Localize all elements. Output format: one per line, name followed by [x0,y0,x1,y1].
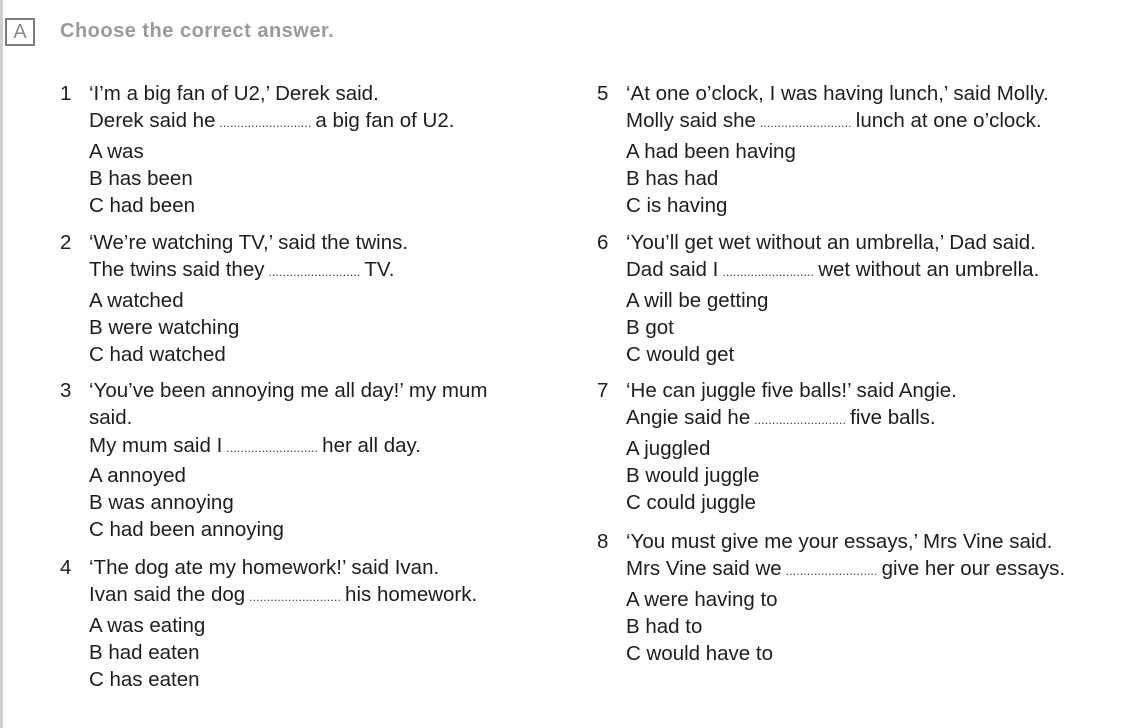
option-b[interactable]: B would juggle [626,463,760,487]
question-quote: ‘The dog ate my homework!’ said Ivan. [89,556,440,579]
question-number: 8 [597,530,609,553]
prompt-before: Dad said I [626,258,719,282]
prompt-before: Angie said he [626,406,751,430]
question-prompt [89,256,530,286]
option-b[interactable]: B has had [626,166,719,190]
question-prompt [626,404,1117,434]
prompt-before: Molly said she [626,109,756,133]
question-prompt [89,432,519,462]
section-header [5,14,334,48]
option-b[interactable]: B were watching [89,315,240,339]
option-b[interactable]: B was annoying [89,491,234,515]
instruction-text: Choose the correct answer. [60,19,335,42]
question-quote: ‘You’ve been annoying me all day!’ my mum said. [89,379,488,430]
answer-blank: .......................... [759,116,852,131]
option-c[interactable]: C could juggle [626,491,756,515]
prompt-before: My mum said I [89,433,223,457]
option-c[interactable]: C is having [626,194,728,218]
option-c[interactable]: C had been annoying [89,518,284,542]
question-quote: ‘At one o’clock, I was having lunch,’ said Molly. [626,82,1049,105]
question-prompt [626,256,1117,286]
question-prompt [626,107,1117,137]
prompt-before: Mrs Vine said we [626,557,782,581]
question-2 [60,229,530,368]
option-b[interactable]: B got [626,315,674,339]
prompt-before: The twins said they [89,258,265,282]
option-a[interactable]: A will be getting [626,288,769,312]
option-c[interactable]: C has eaten [89,668,200,692]
answer-blank: .......................... [722,265,815,280]
question-prompt [89,107,530,137]
prompt-after: wet without an umbrella. [818,258,1040,282]
question-5 [597,80,1117,219]
question-number: 1 [60,82,72,105]
question-number: 3 [60,379,72,402]
option-a[interactable]: A was eating [89,613,206,637]
answer-blank: .......................... [754,413,847,428]
answer-blank: .......................... [785,564,878,579]
question-quote: ‘You must give me your essays,’ Mrs Vine said. [626,530,1053,553]
question-4 [60,554,550,693]
question-prompt [626,555,1091,585]
option-c[interactable]: C had been [89,194,196,218]
page-edge-rule [0,0,3,728]
question-6 [597,229,1117,368]
prompt-after: her all day. [322,433,421,457]
question-3 [60,377,530,544]
option-c[interactable]: C had watched [89,343,226,367]
prompt-after: lunch at one o’clock. [855,109,1042,133]
answer-blank: .......................... [226,440,319,455]
prompt-after: give her our essays. [881,557,1066,581]
question-number: 2 [60,231,72,254]
question-number: 4 [60,556,72,579]
question-8 [597,528,1117,667]
option-a[interactable]: A watched [89,288,184,312]
option-a[interactable]: A were having to [626,587,778,611]
question-7 [597,377,1117,516]
question-quote: ‘You’ll get wet without an umbrella,’ Dad said. [626,231,1036,254]
option-a[interactable]: A annoyed [89,463,186,487]
prompt-after: his homework. [345,583,478,607]
answer-blank: .......................... [249,590,342,605]
prompt-after: a big fan of U2. [315,109,455,133]
prompt-before: Ivan said the dog [89,583,246,607]
prompt-before: Derek said he [89,109,216,133]
option-a[interactable]: A was [89,139,144,163]
option-a[interactable]: A juggled [626,436,711,460]
question-prompt [89,581,550,611]
question-number: 5 [597,82,609,105]
question-quote: ‘We’re watching TV,’ said the twins. [89,231,409,254]
option-b[interactable]: B had to [626,614,703,638]
section-letter-badge: A [5,18,35,46]
option-c[interactable]: C would have to [626,642,774,666]
prompt-after: TV. [364,258,395,282]
prompt-after: five balls. [850,406,936,430]
question-quote: ‘I’m a big fan of U2,’ Derek said. [89,82,379,105]
question-quote: ‘He can juggle five balls!’ said Angie. [626,379,957,402]
option-b[interactable]: B had eaten [89,640,200,664]
question-number: 6 [597,231,609,254]
answer-blank: .......................... [268,265,361,280]
option-a[interactable]: A had been having [626,139,796,163]
answer-blank: .......................... [219,116,312,131]
option-c[interactable]: C would get [626,343,735,367]
question-number: 7 [597,379,609,402]
option-b[interactable]: B has been [89,166,193,190]
question-1 [60,80,530,219]
